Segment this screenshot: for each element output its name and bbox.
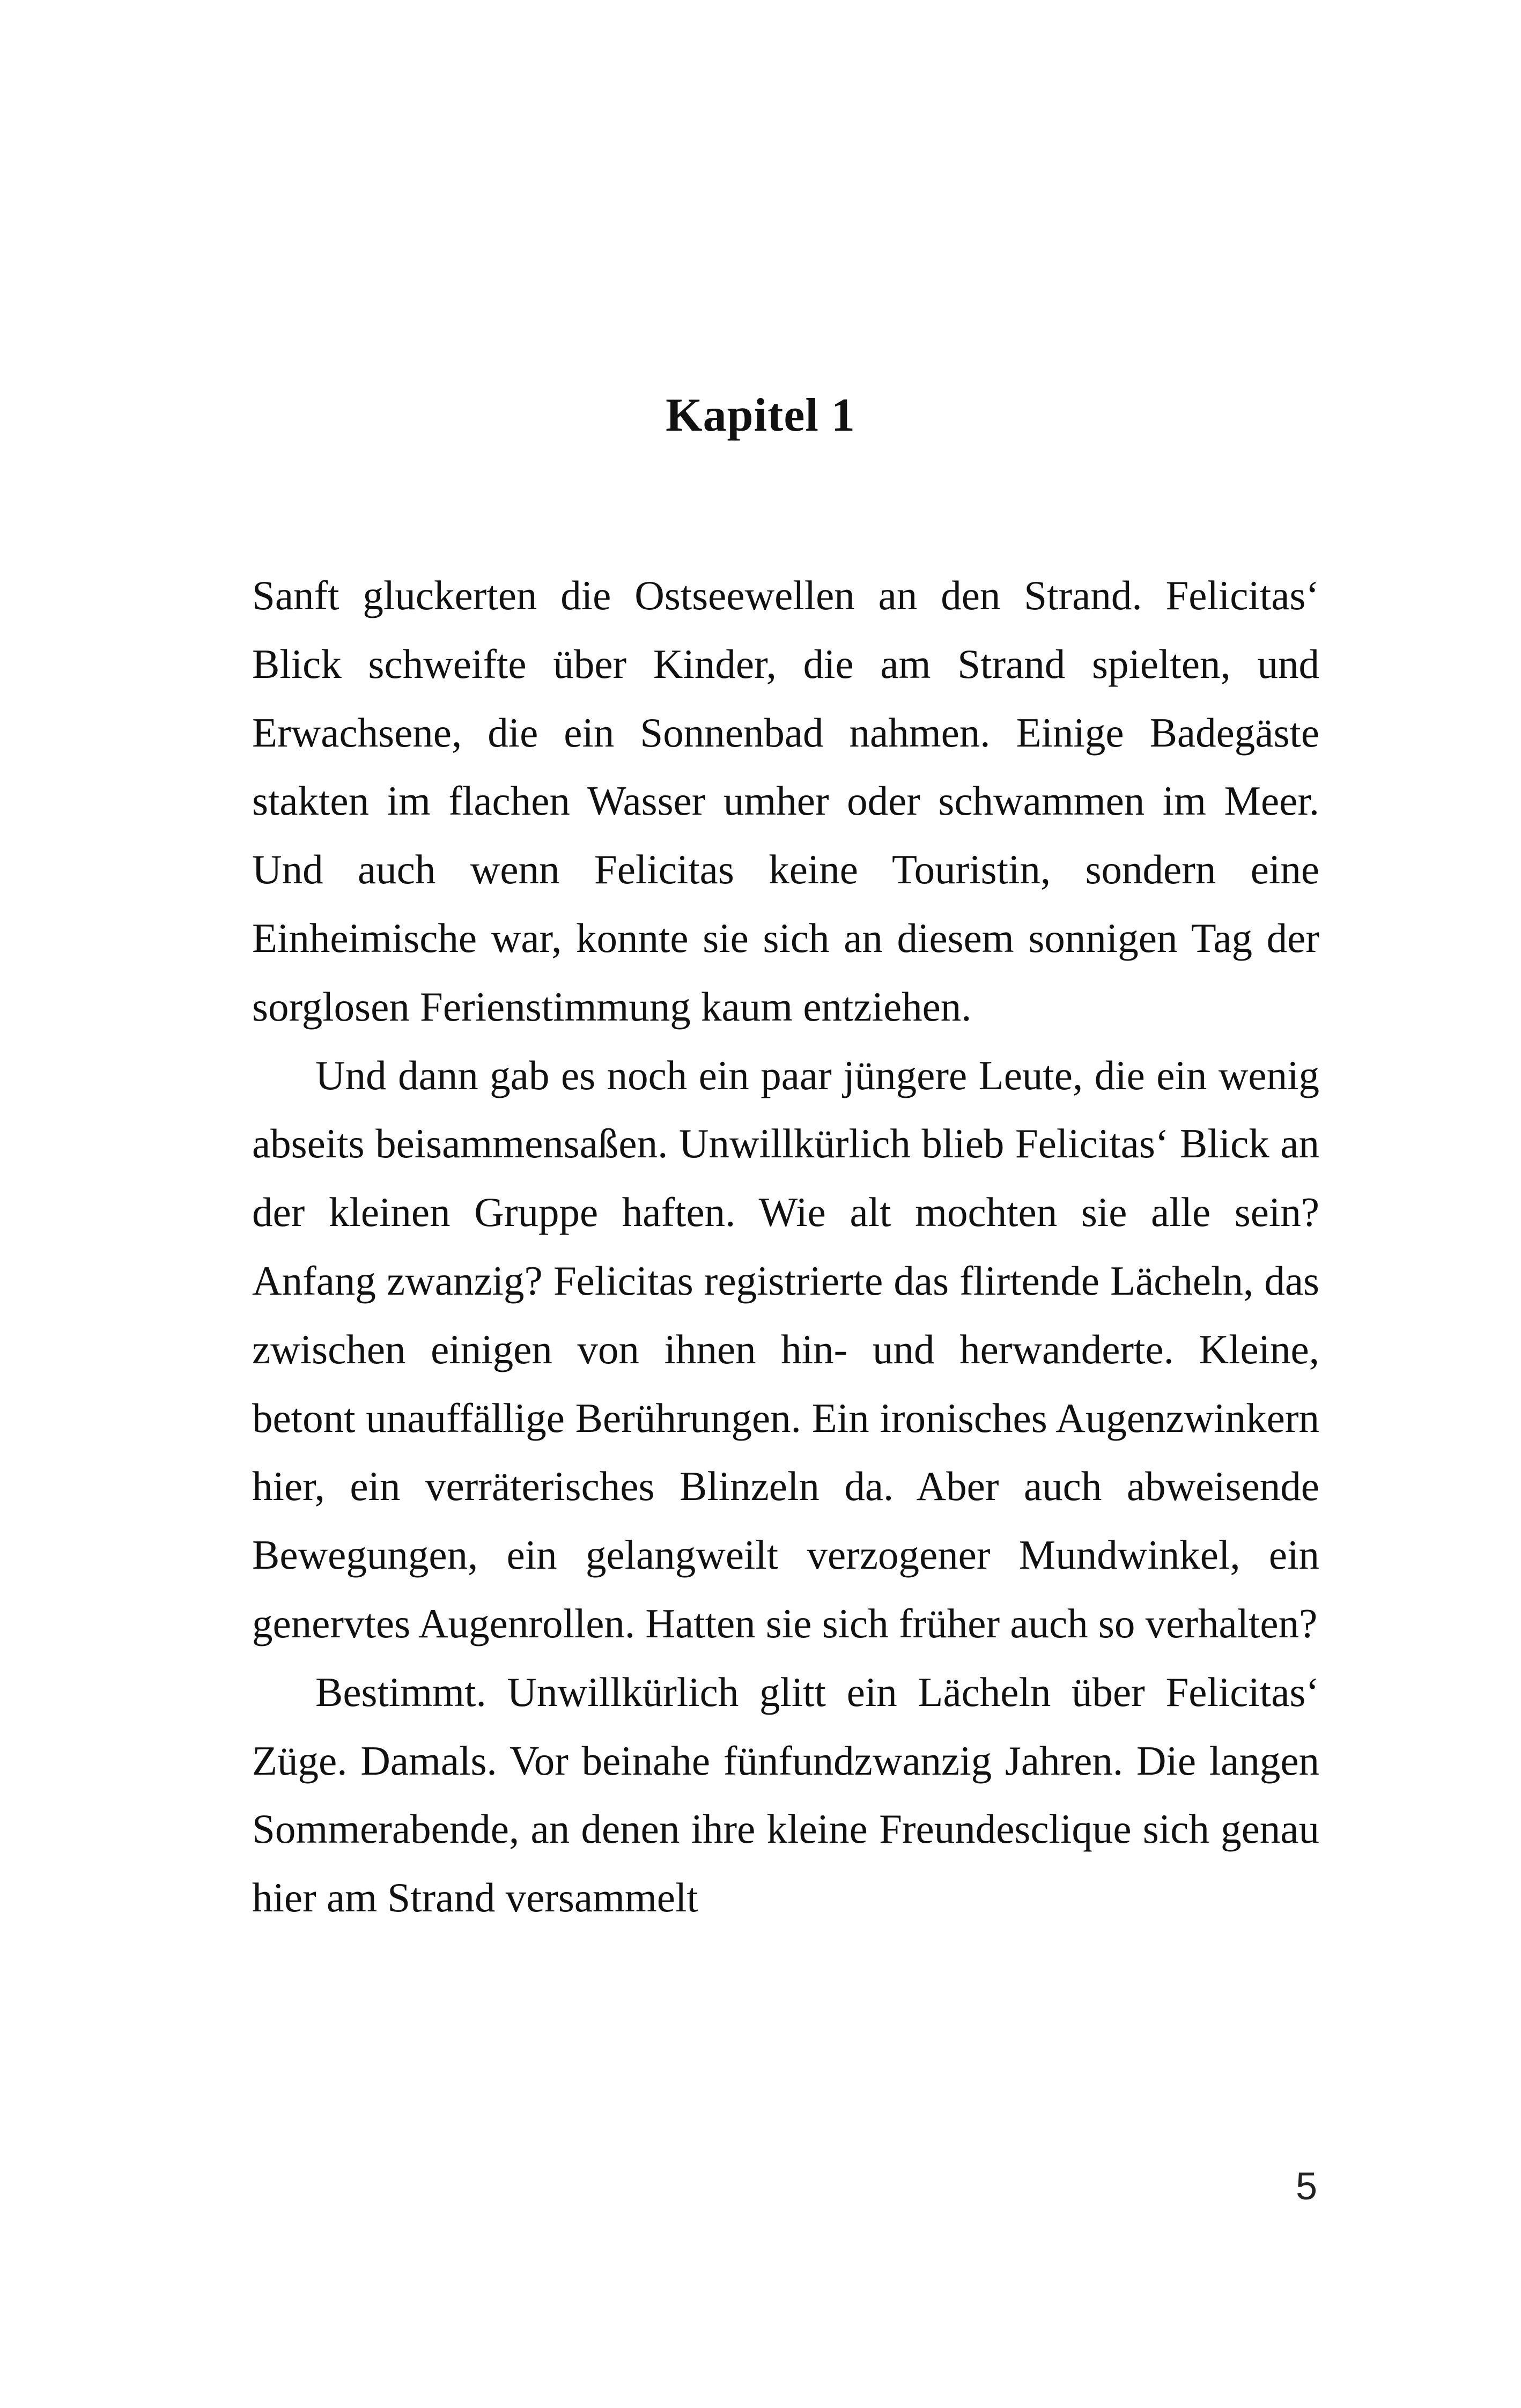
page-number: 5: [1295, 2165, 1317, 2208]
body-text: [252, 562, 1319, 1932]
paragraph-3: Bestimmt. Unwillkürlich glitt ein Lächeln über Felicitas‘ Züge. Damals. Vor beinahe fünfundzwanzig Jahren. Die langen Sommerabende, an denen ihre kleine Freundesclique sich genau hier am Strand versammelt: [252, 1668, 1319, 1921]
paragraph-2: Und dann gab es noch ein paar jüngere Leute, die ein wenig abseits beisammensaßen. Unwillkürlich blieb Felicitas‘ Blick an der kleinen Gruppe haften. Wie alt mochten sie alle sein? Anfang zwanzig? Felicitas registrierte das flirtende Lächeln, das zwischen einigen von ihnen hin- und herwanderte. Kleine, betont unauffällige Berührungen. Ein ironisches Augenzwinkern hier, ein verräterisches Blinzeln da. Aber auch abweisende Bewegungen, ein gelangweilt verzogener Mundwinkel, ein genervtes Augenrollen. Hatten sie sich früher auch so verhalten?: [252, 1052, 1319, 1646]
paragraph-1: Sanft gluckerten die Ostseewellen an den Strand. Felicitas‘ Blick schweifte über Kinder, die am Strand spielten, und Erwachsene, die ein Sonnenbad nahmen. Einige Badegäste stakten im flachen Wasser umher oder schwammen im Meer. Und auch wenn Felicitas keine Touristin, sondern eine Einheimische war, konnte sie sich an diesem sonnigen Tag der sorglosen Ferienstimmung kaum entziehen.: [252, 572, 1319, 1030]
chapter-title: Kapitel 1: [666, 389, 855, 441]
